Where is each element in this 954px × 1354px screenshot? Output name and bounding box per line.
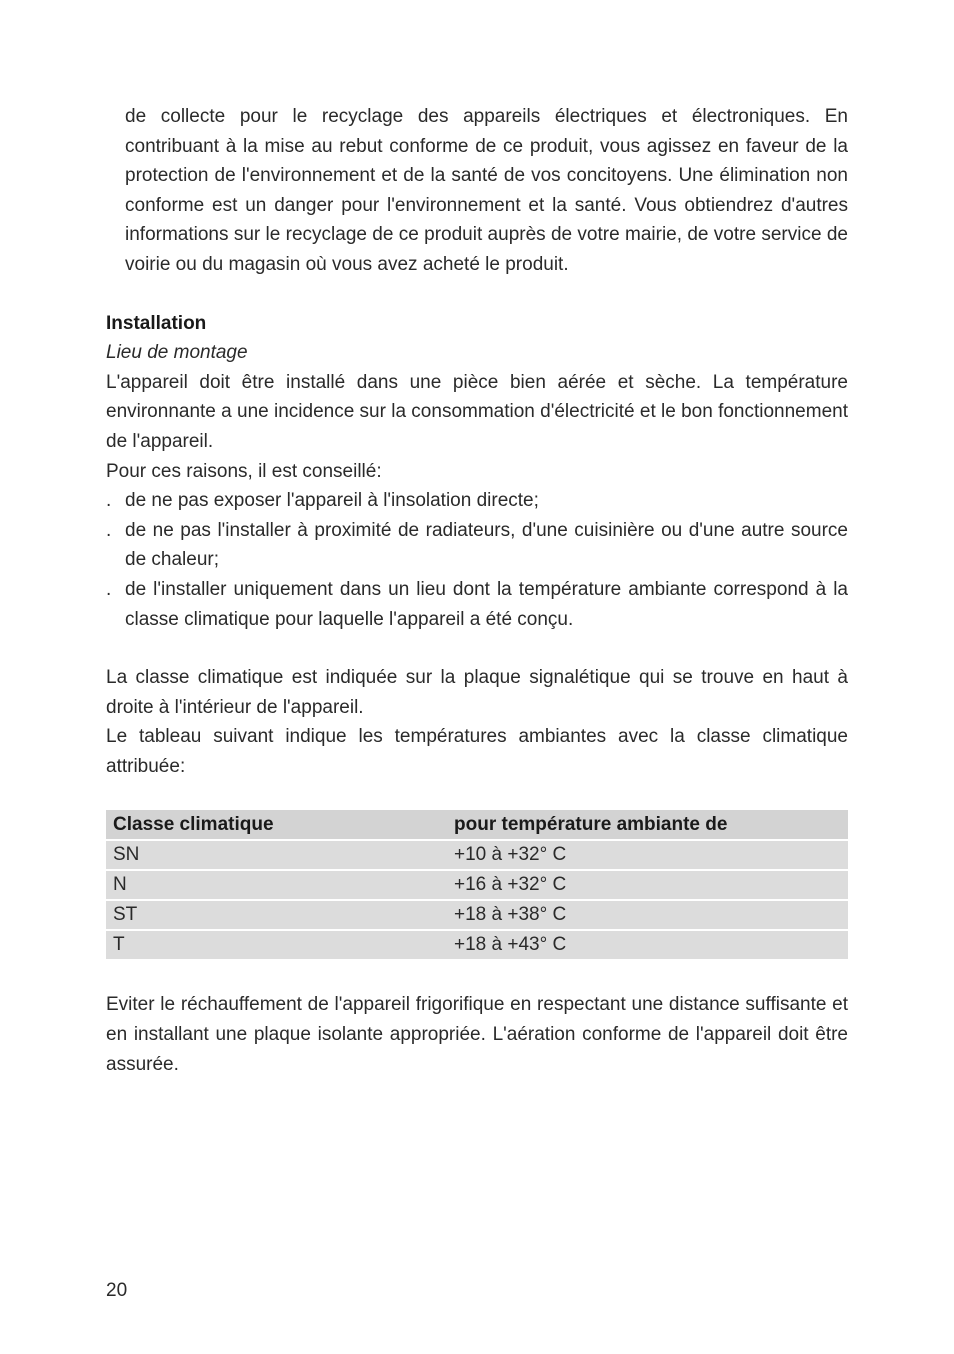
bullet-marker: . (106, 578, 112, 600)
temperature-cell: +16 à +32° C (447, 871, 848, 901)
list-item-text: de ne pas exposer l'appareil à l'insolation directe; (125, 490, 539, 512)
list-item (106, 516, 848, 575)
table-row (106, 901, 848, 931)
climate-class-cell: N (106, 871, 447, 901)
table-row (106, 931, 848, 961)
spacer (106, 280, 848, 309)
climate-class-cell: T (106, 931, 447, 961)
climate-class-cell: SN (106, 841, 447, 871)
table-header-row (106, 810, 848, 841)
installation-paragraph-2: Pour ces raisons, il est conseillé: (106, 460, 382, 482)
spacer (106, 634, 848, 663)
closing-paragraph: Eviter le réchauffement de l'appareil frigorifique en respectant une distance suffisante et en installant une plaque isolante appropriée. L'aération conforme de l'appareil doit être assurée. (106, 994, 848, 1075)
installation-paragraph-3: La classe climatique est indiquée sur la plaque signalétique qui se trouve en haut à droite à l'intérieur de l'appareil. (106, 667, 848, 718)
installation-paragraph-1: L'appareil doit être installé dans une pièce bien aérée et sèche. La température environnante a une incidence sur la consommation d'électricité et le bon fonctionnement de l'appareil. (106, 371, 848, 452)
column-header-temperature: pour température ambiante de (447, 810, 848, 841)
temperature-cell: +10 à +32° C (447, 841, 848, 871)
document-page (106, 102, 848, 1079)
bullet-marker: . (106, 519, 112, 541)
list-item (106, 486, 848, 516)
column-header-climate-class: Classe climatique (106, 810, 447, 841)
temperature-cell: +18 à +38° C (447, 901, 848, 931)
list-item-text: de ne pas l'installer à proximité de radiateurs, d'une cuisinière ou d'une autre source de chaleur; (125, 519, 848, 571)
recommendation-list (106, 486, 848, 634)
spacer (106, 781, 848, 810)
table-row (106, 841, 848, 871)
climate-class-cell: ST (106, 901, 447, 931)
section-heading: Installation (106, 312, 207, 334)
bullet-marker: . (106, 490, 112, 512)
temperature-cell: +18 à +43° C (447, 931, 848, 961)
section-subheading: Lieu de montage (106, 342, 248, 364)
climate-class-table (106, 810, 848, 961)
spacer (106, 961, 848, 990)
list-item (106, 575, 848, 634)
table-row (106, 871, 848, 901)
installation-paragraph-4: Le tableau suivant indique les températures ambiantes avec la classe climatique attribuée: (106, 726, 848, 777)
page-number: 20 (106, 1280, 128, 1301)
list-item-text: de l'installer uniquement dans un lieu dont la température ambiante correspond à la classe climatique pour laquelle l'appareil a été conçu. (125, 578, 848, 630)
intro-paragraph: de collecte pour le recyclage des appareils électriques et électroniques. En contribuant à la mise au rebut conforme de ce produit, vous agissez en faveur de la protection de l'environnement et de la santé de vos concitoyens. Une élimination non conforme est un danger pour l'environnement et la santé. Vous obtiendrez d'autres informations sur le recyclage de ce produit auprès de votre mairie, de votre service de voirie ou du magasin où vous avez acheté le produit. (125, 106, 848, 275)
